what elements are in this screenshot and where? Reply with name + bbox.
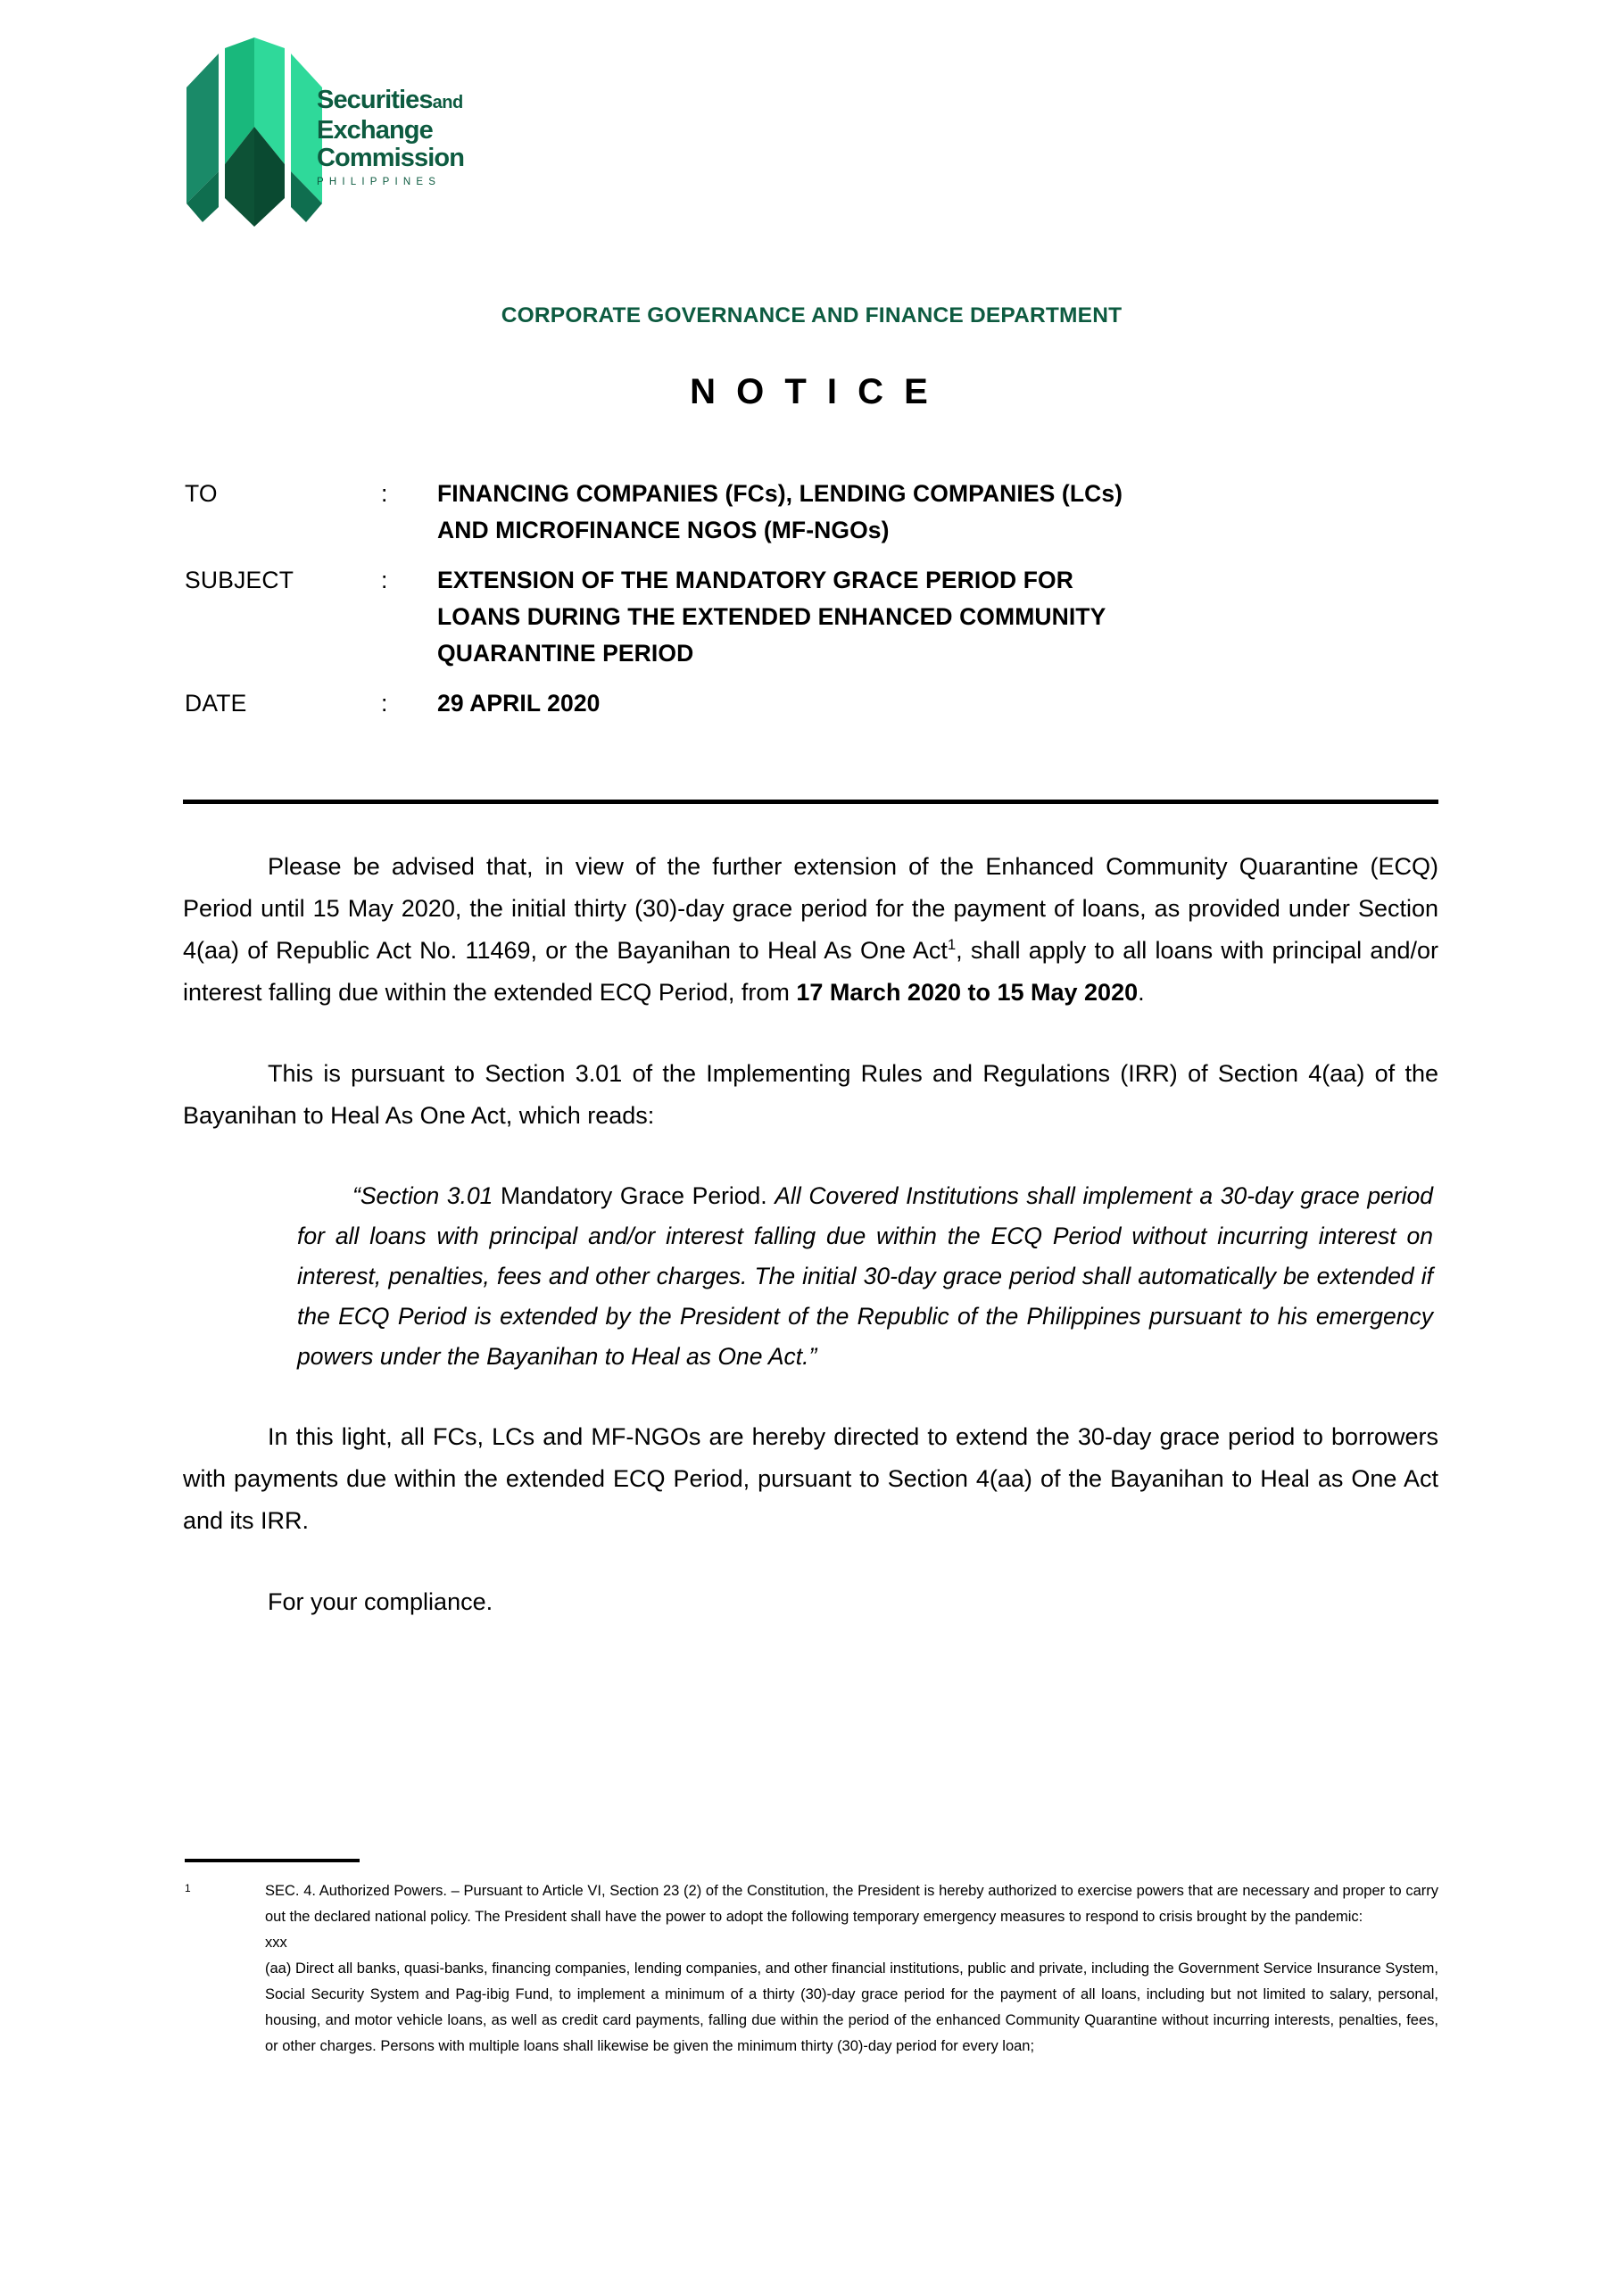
memo-value-to-line-1: FINANCING COMPANIES (FCs), LENDING COMPANIES (LCs) bbox=[437, 480, 1123, 507]
memo-value-subject bbox=[437, 562, 1438, 672]
sec-philippines-logo bbox=[185, 37, 559, 229]
quote-section-heading: Mandatory Grace Period. bbox=[493, 1182, 775, 1209]
footnote-paragraph-1: SEC. 4. Authorized Powers. – Pursuant to Article VI, Section 23 (2) of the Constitution, the President is hereby authorized to exercise powers that are necessary and proper to carry out the declared national policy. The President shall have the power to adopt the following temporary emergency measures to respond to crisis brought by the pandemic: bbox=[265, 1883, 1438, 1925]
page-title: N O T I C E bbox=[690, 372, 933, 411]
memo-value-to-line-2: AND MICROFINANCE NGOS (MF-NGOs) bbox=[437, 517, 890, 543]
memo-value-to bbox=[437, 476, 1438, 549]
paragraph-1-text-part-3: . bbox=[1138, 979, 1145, 1006]
footnote-separator-rule bbox=[185, 1859, 360, 1862]
memo-header-block bbox=[185, 476, 1438, 735]
logo-subtitle-philippines: PHILIPPINES bbox=[317, 177, 442, 187]
quote-open-mark: “ bbox=[352, 1182, 360, 1209]
footnote-body bbox=[265, 1878, 1438, 2060]
body-paragraph-4: For your compliance. bbox=[268, 1588, 493, 1615]
logo-line-commission: Commission bbox=[317, 144, 465, 172]
paragraph-1-text-part-1: Please be advised that, in view of the further extension of the Enhanced Community Quarantine (ECQ) Period until 15 May 2020, the initial thirty (30)-day grace period for the payment of loans, as provided under Section 4(aa) of Republic Act No. 11469, or the Bayanihan to Heal As One Act bbox=[183, 853, 1438, 964]
memo-label-subject: SUBJECT bbox=[185, 567, 294, 593]
memo-value-date-line-1: 29 APRIL 2020 bbox=[437, 690, 601, 717]
quoted-section-text bbox=[297, 1176, 1433, 1377]
memo-label-to: TO bbox=[185, 480, 218, 507]
memo-value-subject-line-3: QUARANTINE PERIOD bbox=[437, 640, 694, 667]
logo-line-exchange: Exchange bbox=[317, 116, 433, 145]
logo-word-securities: Securities bbox=[317, 86, 433, 114]
body-paragraph-3: In this light, all FCs, LCs and MF-NGOs are hereby directed to extend the 30-day grace period to borrowers with payments due within the extended ECQ Period, pursuant to Section 4(aa) of the Bayanihan to Heal as One Act and its IRR. bbox=[183, 1423, 1438, 1534]
memo-colon-date: : bbox=[381, 690, 388, 717]
sec-wordmark bbox=[317, 87, 558, 187]
memo-value-subject-line-1: EXTENSION OF THE MANDATORY GRACE PERIOD FOR bbox=[437, 567, 1073, 593]
memo-row-subject bbox=[185, 562, 1438, 672]
memo-value-date bbox=[437, 685, 1438, 722]
footnote-block bbox=[185, 1878, 1438, 2060]
footnote-marker: 1 bbox=[185, 1882, 191, 1894]
logo-line-securities bbox=[317, 87, 558, 117]
header-divider-rule bbox=[183, 800, 1438, 804]
footnote-reference-marker: 1 bbox=[947, 936, 957, 953]
quoted-section-block bbox=[183, 1176, 1438, 1377]
memo-value-subject-line-2: LOANS DURING THE EXTENDED ENHANCED COMMUNITY bbox=[437, 603, 1106, 630]
logo-word-and: and bbox=[432, 93, 463, 112]
quote-close-mark: ” bbox=[808, 1343, 817, 1370]
paragraph-1-bold-dates: 17 March 2020 to 15 May 2020 bbox=[796, 979, 1139, 1006]
footnote-ellipsis: xxx bbox=[265, 1935, 287, 1951]
memo-colon-subject: : bbox=[381, 567, 388, 593]
body-paragraph-2: This is pursuant to Section 3.01 of the Implementing Rules and Regulations (IRR) of Section 4(aa) of the Bayanihan to Heal As One Act, which reads: bbox=[183, 1060, 1438, 1129]
paragraph-1-text-part-2: , shall apply to all loans with principal and/or interest falling due within the extended ECQ Period, from bbox=[183, 937, 1438, 1006]
department-heading: CORPORATE GOVERNANCE AND FINANCE DEPARTMENT bbox=[501, 303, 1123, 327]
quote-section-body: All Covered Institutions shall implement a 30-day grace period for all loans with principal and/or interest falling due within the ECQ Period without incurring interest on interest, penalties, fees and other charges. The initial 30-day grace period shall automatically be extended if the ECQ Period is extended by the President of the Republic of the Philippines pursuant to his emergency powers under the Bayanihan to Heal as One Act. bbox=[297, 1182, 1433, 1370]
sec-hexagon-mark-icon bbox=[185, 37, 323, 227]
memo-colon-to: : bbox=[381, 480, 388, 507]
memo-label-date: DATE bbox=[185, 690, 247, 717]
memo-row-date bbox=[185, 685, 1438, 722]
body-paragraph-1 bbox=[183, 846, 1438, 1014]
footnote-paragraph-2: (aa) Direct all banks, quasi-banks, financing companies, lending companies, and other financial institutions, public and private, including the Government Service Insurance System, Social Security System and Pag-ibig Fund, to implement a minimum of a thirty (30)-day grace period for the payment of all loans, including but not limited to salary, personal, housing, and motor vehicle loans, as well as credit card payments, falling due within the period of the enhanced Community Quarantine without incurring interests, penalties, fees, or other charges. Persons with multiple loans shall likewise be given the minimum thirty (30)-day period for every loan; bbox=[265, 1960, 1438, 2054]
quote-section-number: Section 3.01 bbox=[360, 1182, 493, 1209]
document-body bbox=[183, 846, 1438, 1623]
memo-row-to bbox=[185, 476, 1438, 549]
